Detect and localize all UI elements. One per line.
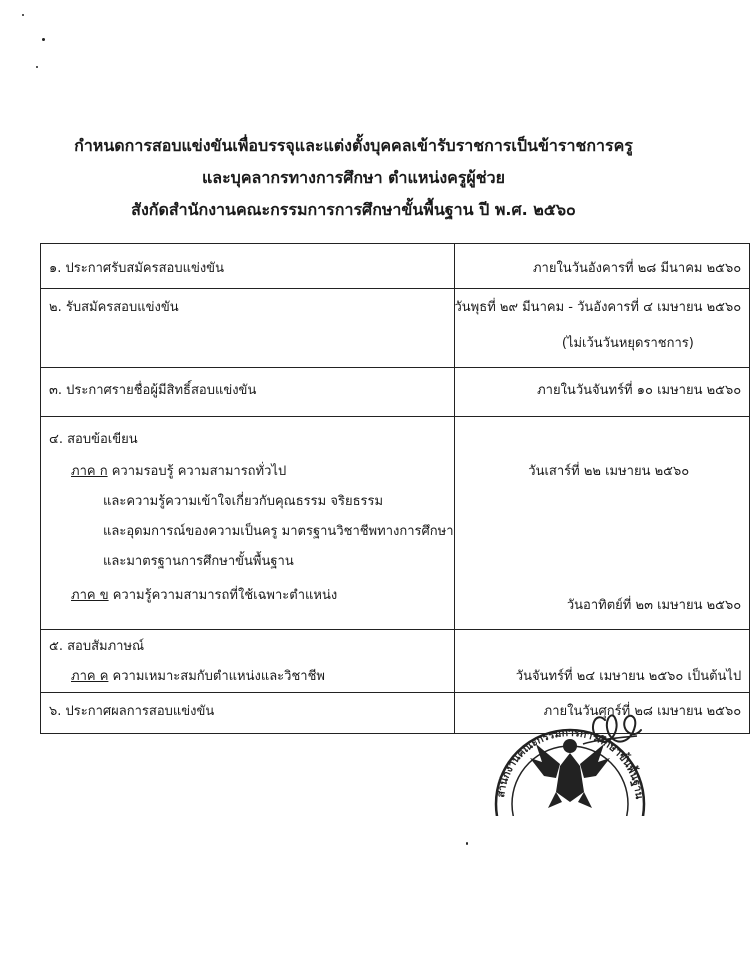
row-3-date: ภายในวันจันทร์ที่ ๑๐ เมษายน ๒๕๖๐ <box>537 383 742 398</box>
row-6-item: ๖. ประกาศผลการสอบแข่งขัน <box>49 704 215 719</box>
table-row <box>41 289 750 368</box>
part-a-line-1 <box>41 457 454 487</box>
seal-text: สำนักงานคณะกรรมการการศึกษาขั้นพื้นฐาน <box>494 726 646 800</box>
row-2-date: วันพุธที่ ๒๙ มีนาคม - วันอังคารที่ ๔ เมษายน ๒๕๖๐ <box>454 300 742 315</box>
row-1-date: ภายในวันอังคารที่ ๒๘ มีนาคม ๒๕๖๐ <box>532 261 742 276</box>
part-b-date: วันอาทิตย์ที่ ๒๓ เมษายน ๒๕๖๐ <box>566 598 742 613</box>
header-line-1: กำหนดการสอบแข่งขันเพื่อบรรจุและแต่งตั้งบุคคลเข้ารับราชการเป็นข้าราชการครู <box>74 136 633 155</box>
part-b-label: ภาค ข <box>71 588 109 603</box>
document-header <box>0 130 677 226</box>
part-a-line-2: และความรู้ความเข้าใจเกี่ยวกับคุณธรรม จริยธรรม <box>103 494 384 509</box>
header-line-3: สังกัดสำนักงานคณะกรรมการการศึกษาขั้นพื้นฐาน ปี พ.ศ. ๒๕๖๐ <box>131 200 576 219</box>
part-b-text: ความรู้ความสามารถที่ใช้เฉพาะตำแหน่ง <box>108 588 338 603</box>
part-a-line-3: และอุดมการณ์ของความเป็นครู มาตรฐานวิชาชีพทางการศึกษา <box>103 524 454 539</box>
row-2-item: ๒. รับสมัครสอบแข่งขัน <box>49 300 179 315</box>
scan-speck <box>466 842 468 845</box>
part-a-date: วันเสาร์ที่ ๒๒ เมษายน ๒๕๖๐ <box>528 464 690 479</box>
schedule-table <box>40 243 750 734</box>
interview-title: ๕. สอบสัมภาษณ์ <box>49 639 145 654</box>
scan-speck <box>36 66 38 68</box>
part-c-label: ภาค ค <box>71 669 109 684</box>
row-1-item: ๑. ประกาศรับสมัครสอบแข่งขัน <box>49 261 224 276</box>
part-b-line <box>41 581 454 611</box>
header-line-2: และบุคลากรทางการศึกษา ตำแหน่งครูผู้ช่วย <box>201 168 506 187</box>
scan-speck <box>42 38 45 41</box>
part-c-date: วันจันทร์ที่ ๒๔ เมษายน ๒๕๖๐ เป็นต้นไป <box>515 669 742 684</box>
part-a-label: ภาค ก <box>71 464 108 479</box>
handwritten-signature <box>575 700 645 760</box>
table-row <box>41 630 750 693</box>
part-c-line <box>41 662 454 692</box>
scan-speck <box>22 14 24 16</box>
row-2-note: (ไม่เว้นวันหยุดราชการ) <box>561 336 694 351</box>
exam-title: ๔. สอบข้อเขียน <box>49 432 138 447</box>
table-row <box>41 368 750 417</box>
part-a-text: ความรอบรู้ ความสามารถทั่วไป <box>107 464 287 479</box>
part-a-line-4: และมาตรฐานการศึกษาขั้นพื้นฐาน <box>103 554 294 569</box>
table-row <box>41 244 750 289</box>
table-row <box>41 417 750 630</box>
row-3-item: ๓. ประกาศรายชื่อผู้มีสิทธิ์สอบแข่งขัน <box>49 383 257 398</box>
part-c-text: ความเหมาะสมกับตำแหน่งและวิชาชีพ <box>108 669 325 684</box>
row-6-date: ภายในวันศุกร์ที่ ๒๘ เมษายน ๒๕๖๐ <box>543 704 742 719</box>
